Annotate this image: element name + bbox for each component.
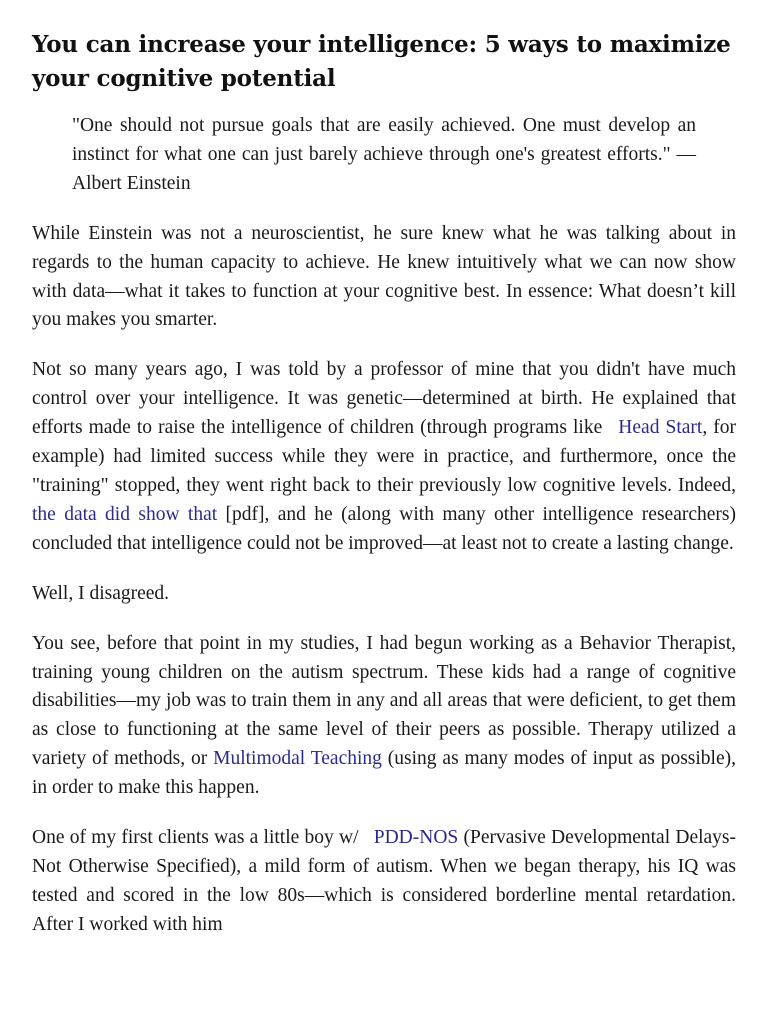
multimodal-teaching-link[interactable]: Multimodal Teaching [213, 748, 382, 770]
paragraph-1: While Einstein was not a neuroscientist, he sure knew what he was talking about in regards to the human capacity to achieve. He knew intuitively what we can now show with data—what it takes to function at your cognitive best. In essence: What doesn’t kill you makes you smarter. [32, 222, 736, 331]
paragraph-2-text-3: [pdf], and he (along with many other intelligence researchers) concluded that intelligence could not be improved—at least not to create a lasting change. [32, 503, 736, 554]
paragraph-3: Well, I disagreed. [32, 582, 170, 604]
article [32, 28, 736, 961]
paragraph-4-text-2: (using as many modes of input as possible), in order to make this happen. [32, 748, 737, 799]
paragraph-2-text-1: Not so many years ago, I was told by a professor of mine that you didn't have much control over your intelligence. It was genetic—determined at birth. He explained that efforts made to raise the intelligence of children (through programs like [32, 359, 736, 439]
einstein-quote: "One should not pursue goals that are easily achieved. One must develop an instinct for what one can just barely achieve through one's greatest efforts." —Albert Einstein [72, 115, 696, 194]
pdd-nos-link[interactable]: PDD-NOS [373, 827, 459, 849]
paragraph-5 [32, 824, 736, 940]
article-title: You can increase your intelligence: 5 ways to maximize your cognitive potential [32, 31, 731, 92]
paragraph-2-text-2: , for example) had limited success while they were in practice, and furthermore, once the "training" stopped, they went right back to their previously low cognitive levels. Indeed, [32, 417, 736, 496]
paragraph-2 [32, 356, 736, 558]
paragraph-5-text-1: One of my first clients was a little boy w/ [32, 827, 359, 849]
paragraph-4-text-1: You see, before that point in my studies, I had begun working as a Behavior Therapist, training young children on the autism spectrum. These kids had a range of cognitive disabilities—my job was to train them in any and all areas that were deficient, to get them as close to functioning at the same level of their peers as possible. Therapy utilized a variety of methods, or [32, 632, 736, 770]
data-did-show-link[interactable]: the data did show that [32, 503, 218, 525]
paragraph-5-text-2: (Pervasive Developmental Delays-Not Otherwise Specified), a mild form of autism. When we began therapy, his IQ was tested and scored in the low 80s—which is considered borderline mental retardation. After I worked with him [32, 827, 737, 935]
paragraph-4 [32, 630, 736, 803]
head-start-link[interactable]: Head Start [618, 417, 703, 439]
